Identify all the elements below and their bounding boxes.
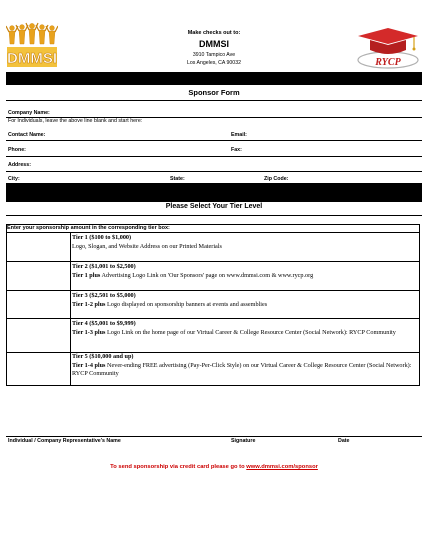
- date-label: Date: [338, 438, 350, 444]
- tier-1-amount-input[interactable]: [7, 233, 69, 260]
- tier-3-desc: Logo displayed on sponsorship banners at events and assemblies: [107, 300, 268, 308]
- tier-5-amount-input[interactable]: [7, 353, 69, 385]
- tier-4-name: Tier 4 ($5,001 to $9,999): [72, 320, 136, 327]
- tier-divider: [6, 290, 420, 291]
- tier-3-name: Tier 3 ($2,501 to $5,000): [72, 292, 136, 299]
- tier-title-underline: [6, 215, 422, 216]
- credit-card-note: [6, 464, 422, 470]
- address-label: Address:: [8, 162, 31, 168]
- tier-2-desc: Advertising Logo Link on 'Our Sponsors' page on www.dmmsi.com & www.rycp.org: [101, 271, 314, 279]
- tier-table-header: Enter your sponsorship amount in the corresponding tier box:: [7, 225, 170, 231]
- header-divider-bar: [6, 72, 422, 85]
- tier-section-title: Please Select Your Tier Level: [165, 203, 263, 210]
- tier-2-cell: [72, 263, 428, 280]
- credit-card-note-text: To send sponsorship via credit card please go to: [110, 464, 247, 470]
- rycp-logo: [348, 20, 426, 76]
- tier-2-name: Tier 2 ($1,001 to $2,500): [72, 263, 136, 270]
- tier-divider: [6, 318, 420, 319]
- tier-4-plus: Tier 1-3 plus: [72, 328, 106, 336]
- signature-label: Signature: [231, 438, 256, 444]
- tier-5-name: Tier 5 ($10,000 and up): [72, 353, 134, 360]
- signature-line[interactable]: [6, 436, 422, 437]
- tier-4-amount-input[interactable]: [7, 319, 69, 351]
- checks-payable-label: Make checks out to:: [187, 30, 241, 36]
- payee-street: 3910 Tampico Ave: [192, 52, 236, 58]
- payee-name: DMMSI: [199, 39, 229, 49]
- dmmsi-logo-text: DMMSI: [7, 50, 57, 67]
- email-label: Email:: [231, 132, 247, 138]
- tier-5-plus: Tier 1-4 plus: [72, 361, 106, 369]
- rep-name-label: Individual / Company Representative's Name: [8, 438, 121, 444]
- fax-label: Fax:: [231, 147, 242, 153]
- sponsor-link[interactable]: www.dmmsi.com/sponsor: [246, 464, 318, 470]
- tier-5-cell: [72, 353, 418, 379]
- tier-column-divider: [70, 232, 71, 386]
- phone-label: Phone:: [8, 147, 26, 153]
- section-divider-bar: [6, 183, 422, 202]
- tier-divider: [6, 261, 420, 262]
- tier-1-name: Tier 1 ($100 to $1,000): [72, 234, 132, 241]
- city-label: City:: [8, 176, 20, 182]
- tier-3-cell: [72, 292, 428, 309]
- individual-note: For Individuals, leave the above line blank and start here:: [8, 118, 143, 124]
- phone-line[interactable]: [6, 156, 422, 157]
- title-underline: [6, 100, 422, 101]
- tier-4-cell: [72, 320, 418, 337]
- tier-1-desc: Logo, Slogan, and Website Address on our Printed Materials: [72, 242, 222, 250]
- form-title: Sponsor Form: [188, 88, 240, 97]
- contact-line[interactable]: [6, 140, 422, 141]
- contact-name-label: Contact Name:: [8, 132, 46, 138]
- tier-3-plus: Tier 1-2 plus: [72, 300, 106, 308]
- dmmsi-logo: [6, 20, 58, 76]
- tier-3-amount-input[interactable]: [7, 291, 69, 317]
- tier-4-desc: Logo Link on the home page of our Virtual Career & College Resource Center (Social Network): RYCP Community: [107, 328, 396, 336]
- tier-2-amount-input[interactable]: [7, 262, 69, 289]
- tier-1-cell: [72, 234, 428, 251]
- tier-5-desc: Never-ending FREE advertising (Pay-Per-Click Style) on our Virtual Career & College Resource Center (Social Network): RYCP Community: [72, 361, 412, 377]
- company-name-label: Company Name:: [8, 110, 50, 116]
- rycp-logo-text: RYCP: [375, 57, 401, 68]
- zip-label: Zip Code:: [264, 176, 289, 182]
- tier-2-plus: Tier 1 plus: [72, 271, 101, 279]
- address-line[interactable]: [6, 171, 422, 172]
- payee-city: Los Angeles, CA 90032: [187, 60, 241, 66]
- state-label: State:: [170, 176, 185, 182]
